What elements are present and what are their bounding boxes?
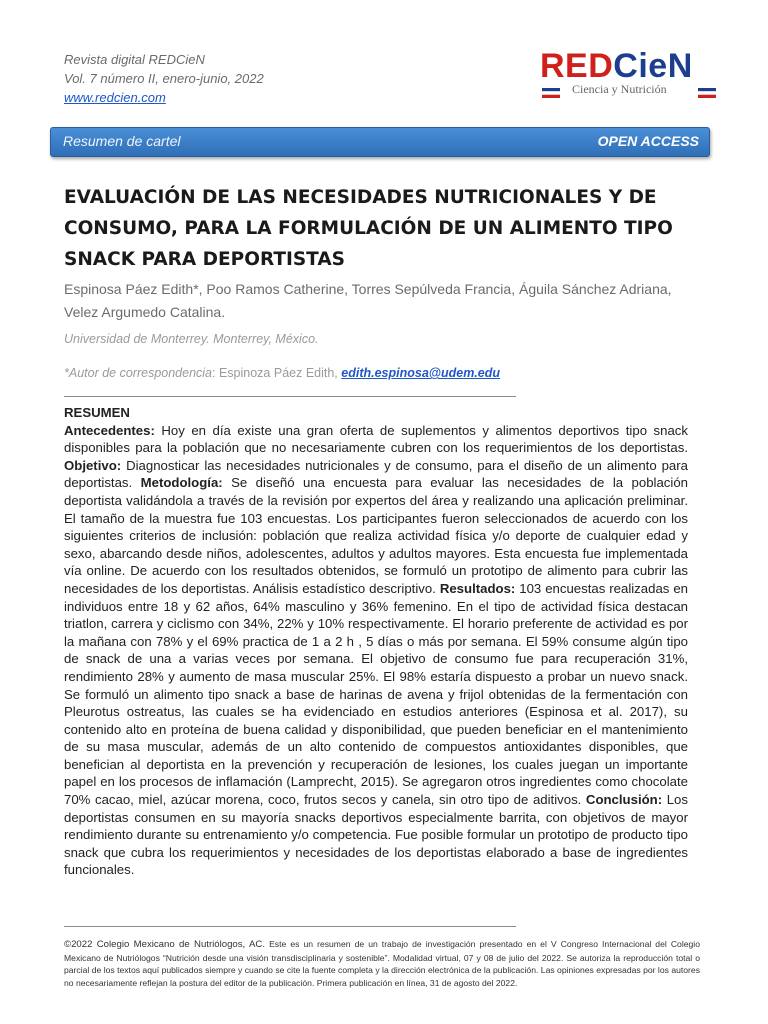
open-access-badge: OPEN ACCESS xyxy=(597,133,699,149)
redcien-logo xyxy=(540,46,720,106)
objetivo-label: Objetivo: xyxy=(64,457,122,473)
divider-top xyxy=(64,396,516,397)
journal-name: Revista digital REDCieN xyxy=(64,52,205,67)
footer-notice xyxy=(64,938,700,989)
abstract xyxy=(64,404,688,879)
article-affiliation: Universidad de Monterrey. Monterrey, México. xyxy=(64,332,319,346)
flag-right-icon xyxy=(698,88,716,98)
resultados-text: 103 encuestas realizadas en individuos entre 18 y 62 años, 64% masculino y 36% femenino. En el tipo de actividad física destacan triatlon, carrera y ciclismo con 34%, 22% y 10% respectivamente. El horario preferente de actividad es por la mañana con 78% y el 69% practica de 1 a 2 h , 5 días o más por semana. El 59% consume algún tipo de snack de una a varias veces por semana. El objetivo de consumo fue para recuperación 31%, rendimiento 28% y aumento de masa muscular 25%. El 98% estaría dispuesto a probar un nuevo snack. Se formuló un alimento tipo snack a base de harinas de avena y frijol obtenidas de la fermentación con Pleurotus ostreatus, las cuales se ha evidenciado en estudios anteriores (Espinosa et al. 2017), su contenido alto en proteína de buena calidad y disponibilidad, que pueden beneficiar en el mantenimiento de su masa muscular, además de un alto contenido de compuestos antioxidantes disponibles, que benefician al deportista en la prevención y recuperación de lesiones, los cuales juegan un importante papel en los procesos de inflamación (Lamprecht, 2015). Se agregaron otros ingredientes como chocolate 70% cacao, miel, azúcar morena, coco, frutos secos y canela, sin otro tipo de aditivos. xyxy=(64,580,688,808)
conclusion-label: Conclusión: xyxy=(585,792,663,808)
correspondence-line xyxy=(64,366,500,380)
abstract-body xyxy=(64,422,688,879)
logo-tagline: Ciencia y Nutrición xyxy=(572,82,667,96)
article-authors: Espinosa Páez Edith*, Poo Ramos Catherine, Torres Sepúlveda Francia, Águila Sánchez Adriana, Velez Argumedo Catalina. xyxy=(64,281,672,320)
correspondence-name: : Espinoza Páez Edith, xyxy=(212,366,342,380)
antecedentes-label: Antecedentes: xyxy=(64,422,155,438)
section-label: Resumen de cartel xyxy=(63,133,181,149)
journal-info xyxy=(64,50,264,107)
metodologia-label: Metodología: xyxy=(140,475,223,491)
logo-wordmark xyxy=(540,46,720,86)
abstract-heading: RESUMEN xyxy=(64,405,130,420)
resultados-label: Resultados: xyxy=(439,580,516,596)
article-title: EVALUACIÓN DE LAS NECESIDADES NUTRICIONALES Y DE CONSUMO, PARA LA FORMULACIÓN DE UN ALIMENTO TIPO SNACK PARA DEPORTISTAS xyxy=(64,187,673,270)
conclusion-text: Los deportistas consumen en su mayoría snacks deportivos especialmente barrita, con objetivos de mayor rendimiento durante su entrenamiento y/o competencia. Fue posible formular un prototipo de producto tipo snack que cubra los requerimientos y necesidades de los deportistas elaborado a base de ingredientes funcionales. xyxy=(64,792,688,878)
correspondence-label: *Autor de correspondencia xyxy=(64,366,213,380)
flag-left-icon xyxy=(542,88,560,98)
objetivo-text: Diagnosticar las necesidades nutricionales y de consumo, para el diseño de un alimento para deportistas. xyxy=(64,457,688,491)
antecedentes-text: Hoy en día existe una gran oferta de suplementos y alimentos deportivos tipo snack disponibles para la población que no necesariamente cubren con los requerimientos de los deportistas. xyxy=(64,422,688,456)
footer-copyright: ©2022 Colegio Mexicano de Nutriólogos, AC. xyxy=(64,939,266,950)
metodologia-text: Se diseñó una encuesta para evaluar las necesidades de la población deportista validándola a través de la revisión por expertos del área y realizando una aplicación preliminar. El tamaño de la muestra fue 103 encuestas. Los participantes fueron seleccionados de acuerdo con los siguientes criterios de inclusión: población que realiza actividad física y/o deporte de cualquier edad y sexo, abarcando desde niños, adolescentes, adultos y adultos mayores. Esta encuesta fue implementada vía online. De acuerdo con los resultados obtenidos, se formuló un prototipo de alimento para cubrir las necesidades de los deportistas. Análisis estadístico descriptivo. xyxy=(64,475,688,596)
divider-bottom xyxy=(64,926,516,927)
logo-blue-text: CieN xyxy=(613,47,693,85)
footer-text: Este es un resumen de un trabajo de investigación presentado en el V Congreso Internacional del Colegio Mexicano de Nutriólogos “Nutrición desde una visión transdisciplinaria y sostenible”. Modalidad virtual, 07 y 08 de julio del 2022. Se autoriza la reproducción total o parcial de los textos aquí publicados siempre y cuando se cite la fuente completa y la dirección electrónica de la publicación. Las opiniones expresadas por los autores no necesariamente reflejan la postura del editor de la publicación. Primera publicación en línea, 31 de agosto del 2022. xyxy=(64,939,700,988)
journal-url-link[interactable]: www.redcien.com xyxy=(64,90,166,105)
section-banner xyxy=(50,127,710,157)
logo-red-text: RED xyxy=(540,47,614,85)
correspondence-email-link[interactable]: edith.espinosa@udem.edu xyxy=(341,366,501,380)
journal-volume: Vol. 7 número II, enero-junio, 2022 xyxy=(64,71,264,86)
